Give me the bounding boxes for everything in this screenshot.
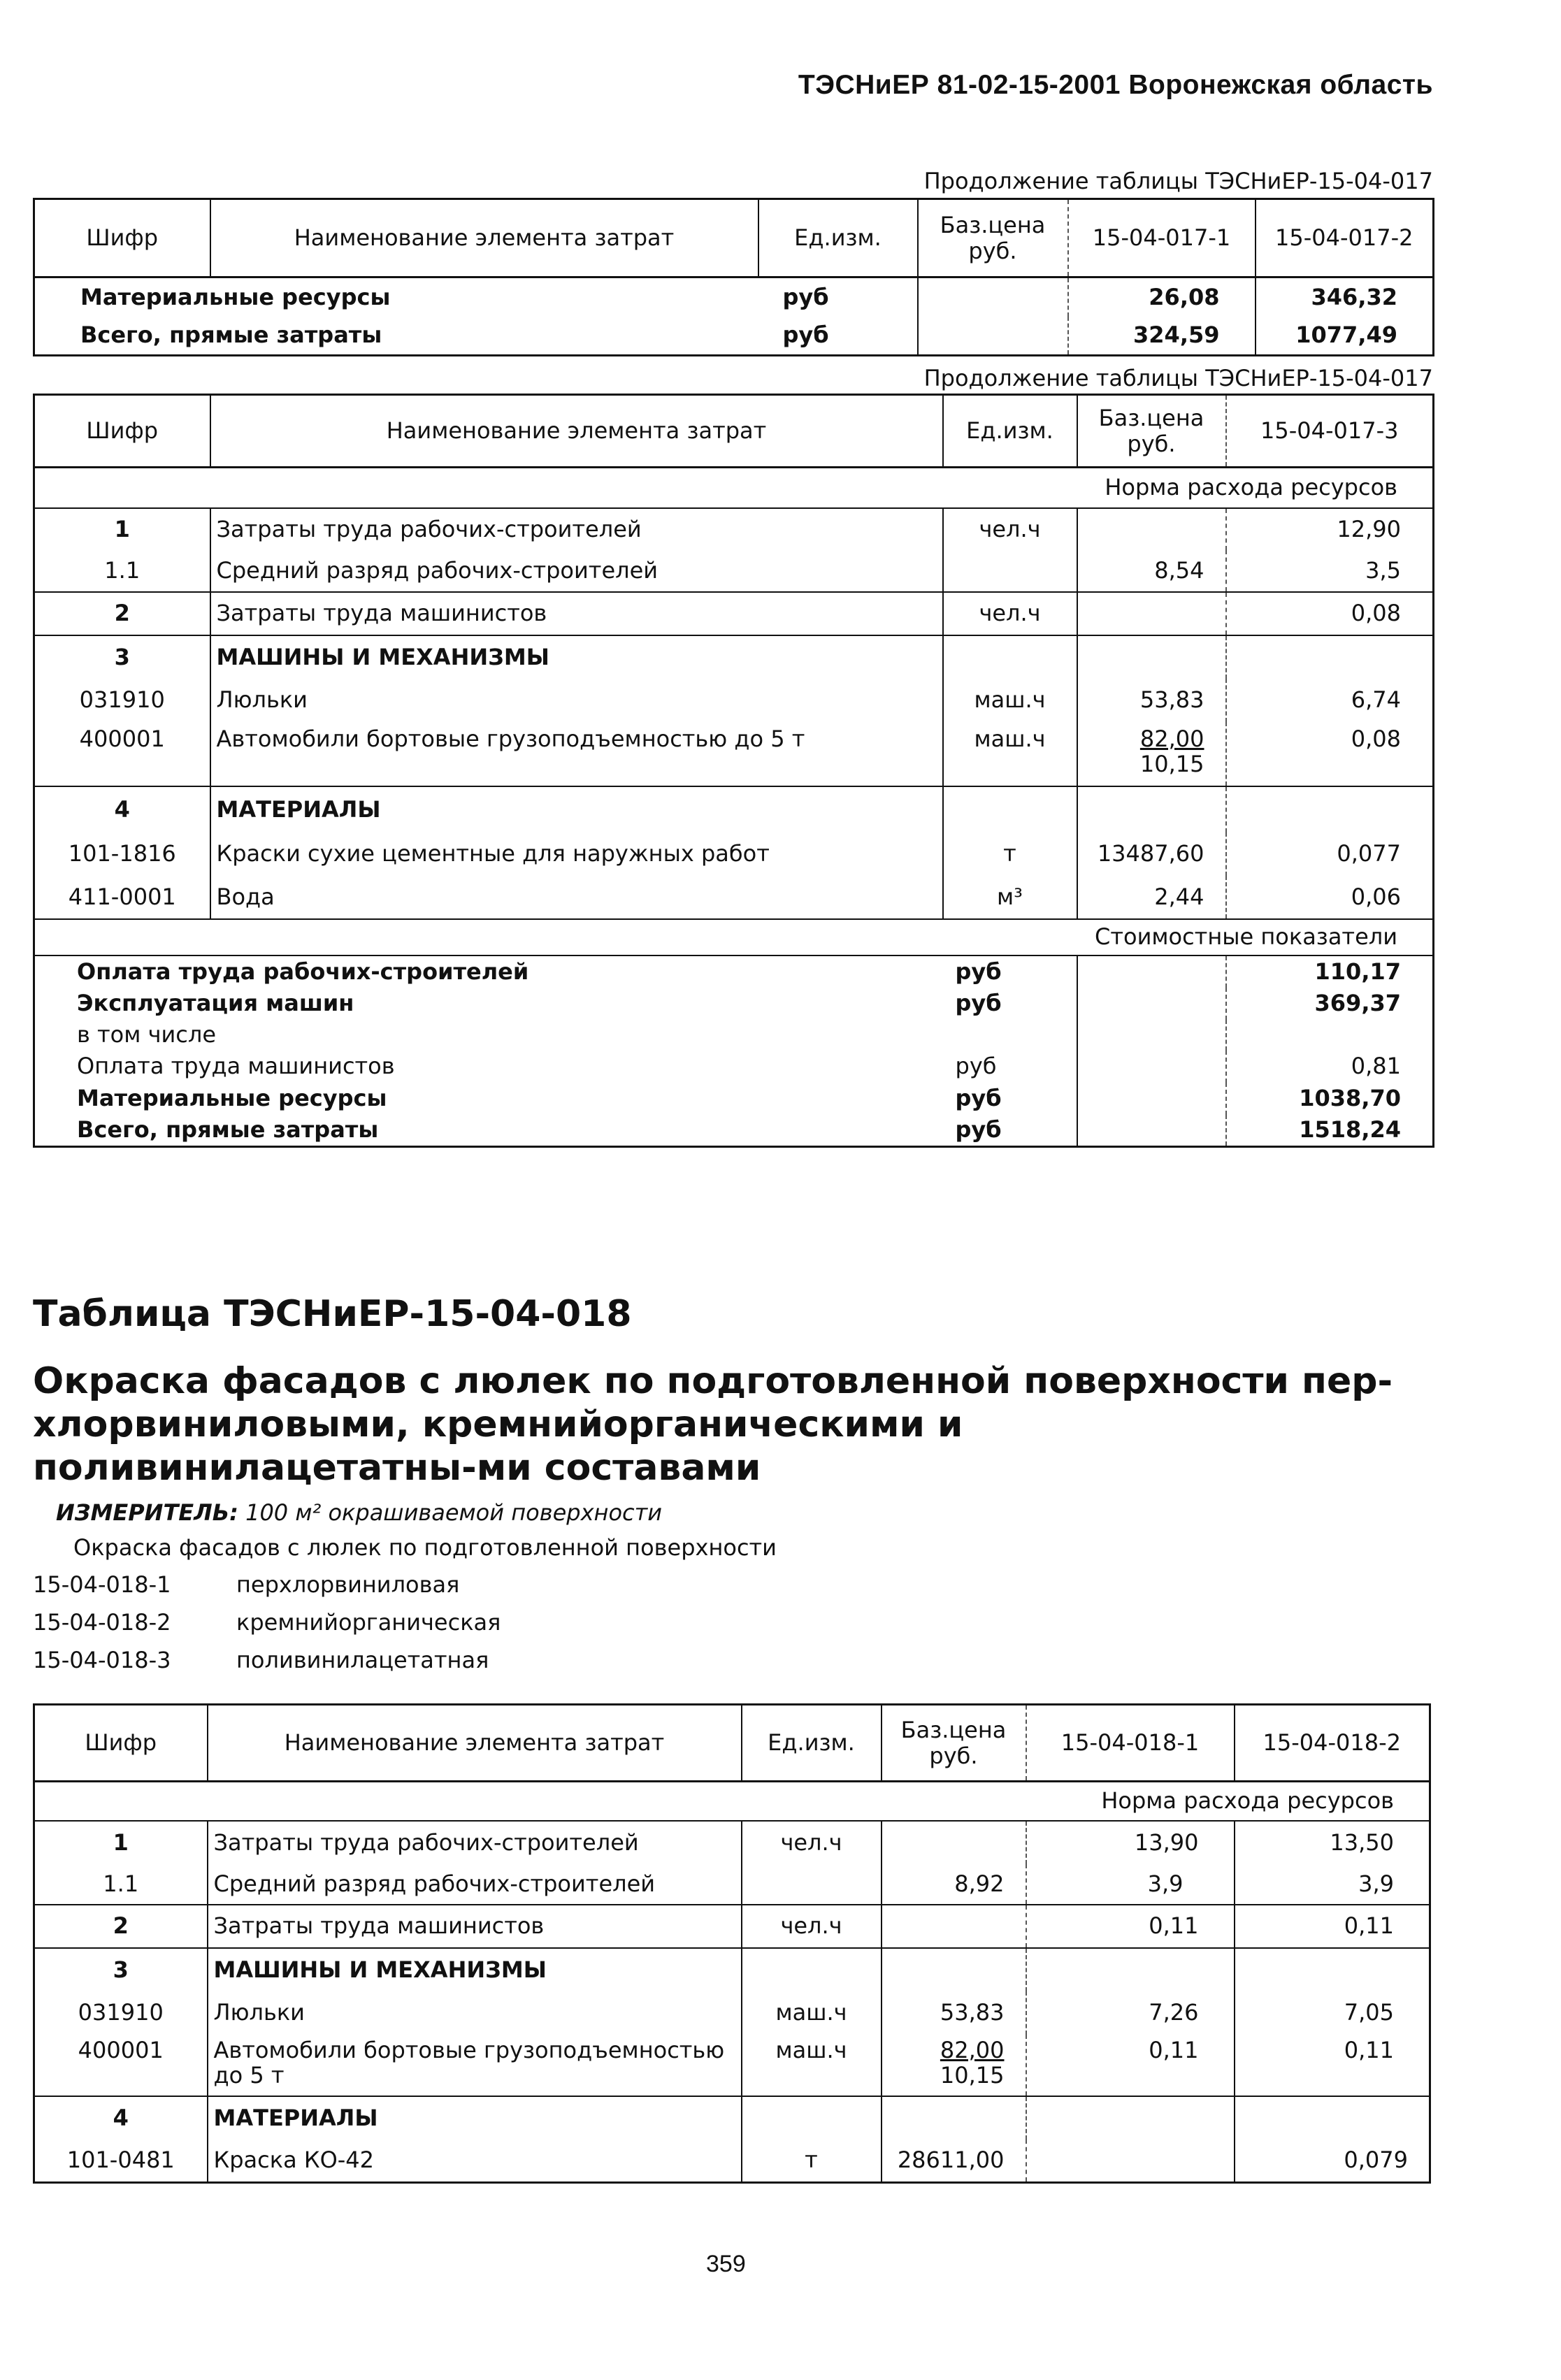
row-price <box>1077 592 1226 635</box>
row-unit <box>943 635 1077 679</box>
row-value <box>1026 1948 1235 1991</box>
item-text: поливинилацетатная <box>236 1647 489 1673</box>
row-value: 7,26 <box>1026 1991 1235 2035</box>
table-row <box>34 1821 1430 1864</box>
row-value <box>1226 635 1434 679</box>
cost-value: 1038,70 <box>1299 1085 1401 1112</box>
cost-row <box>34 1020 1434 1051</box>
row-price: 53,83 <box>1077 679 1226 722</box>
cost-label-row <box>34 919 1434 955</box>
table-b <box>33 394 1434 1148</box>
row-code: 4 <box>34 2096 208 2140</box>
header-cell: Наименование элемента затрат <box>210 395 943 468</box>
item-code: 15-04-018-3 <box>33 1647 171 1673</box>
table-row <box>34 2140 1430 2183</box>
row-code: 411-0001 <box>34 876 210 919</box>
table-a <box>33 198 1434 356</box>
table-row <box>34 1864 1430 1905</box>
table-row <box>34 876 1434 919</box>
table-row <box>34 592 1434 635</box>
row-unit: т <box>943 832 1077 876</box>
row-code: 101-1816 <box>34 832 210 876</box>
row-price <box>1077 722 1226 786</box>
row-unit: маш.ч <box>943 679 1077 722</box>
cost-row <box>34 988 1434 1020</box>
header-cell: 15-04-017-3 <box>1226 395 1434 468</box>
cost-name: Всего, прямые затраты <box>77 1116 379 1144</box>
row-price <box>882 1905 1026 1948</box>
row-code: 3 <box>34 635 210 679</box>
row-value: 13,90 <box>1026 1821 1235 1864</box>
header-cell: Ед.изм. <box>758 199 918 277</box>
row-unit <box>943 550 1077 592</box>
price-numerator: 82,00 <box>1139 725 1204 752</box>
table-a-header-row <box>34 199 1434 277</box>
row-value: 26,08 <box>1068 277 1256 317</box>
row-code: 101-0481 <box>34 2140 208 2183</box>
row-code: 400001 <box>34 2035 208 2096</box>
row-code: 3 <box>34 1948 208 1991</box>
row-name: Автомобили бортовые грузоподъемностью до 5 т <box>210 722 943 786</box>
row-name: Автомобили бортовые грузоподъемностью до 5 т <box>208 2035 742 2096</box>
cost-name: в том числе <box>77 1021 216 1048</box>
row-name: МАШИНЫ И МЕХАНИЗМЫ <box>208 1948 742 1991</box>
row-value: 3,5 <box>1226 550 1434 592</box>
row-code: 1 <box>34 508 210 550</box>
row-name: Затраты труда машинистов <box>208 1905 742 1948</box>
row-name: МАШИНЫ И МЕХАНИЗМЫ <box>210 635 943 679</box>
cost-row <box>34 1115 1434 1147</box>
row-name: МАТЕРИАЛЫ <box>210 786 943 832</box>
cost-value: 110,17 <box>1314 958 1401 985</box>
table-row <box>34 786 1434 832</box>
cost-value <box>1226 1020 1434 1051</box>
row-name: Люльки <box>208 1991 742 2035</box>
header-cell: Наименование элемента затрат <box>208 1705 742 1782</box>
cost-name: Материальные ресурсы <box>77 1085 387 1112</box>
row-name: Краска КО-42 <box>208 2140 742 2183</box>
cost-name: Оплата труда машинистов <box>77 1053 395 1080</box>
header-cell: Ед.изм. <box>742 1705 882 1782</box>
row-name: Затраты труда рабочих-строителей <box>210 508 943 550</box>
table-row <box>34 1905 1430 1948</box>
row-value: 0,08 <box>1226 722 1434 786</box>
row-unit: руб <box>758 277 918 317</box>
header-cell: 15-04-018-2 <box>1235 1705 1430 1782</box>
cost-row <box>34 1051 1434 1083</box>
row-code: 4 <box>34 786 210 832</box>
row-price <box>882 1948 1026 1991</box>
row-unit <box>943 786 1077 832</box>
row-value: 0,077 <box>1337 840 1401 867</box>
row-unit: маш.ч <box>943 722 1077 786</box>
row-name: Всего, прямые затраты <box>80 322 382 349</box>
header-cell: Наименование элемента затрат <box>210 199 758 277</box>
measure-line <box>56 1499 662 1526</box>
cost-row <box>34 955 1434 988</box>
row-unit <box>742 1864 882 1905</box>
table-row <box>34 1948 1430 1991</box>
row-name: Люльки <box>210 679 943 722</box>
table-row <box>34 508 1434 550</box>
cost-row <box>34 1083 1434 1115</box>
row-unit: маш.ч <box>742 2035 882 2096</box>
row-value <box>1235 1948 1430 1991</box>
row-price: 53,83 <box>882 1991 1026 2035</box>
norm-label-row <box>34 1782 1430 1821</box>
row-value: 0,06 <box>1226 876 1434 919</box>
cost-value: 1518,24 <box>1299 1116 1401 1144</box>
item-code: 15-04-018-2 <box>33 1609 171 1636</box>
header-cell: Баз.цена руб. <box>1077 395 1226 468</box>
row-code: 400001 <box>34 722 210 786</box>
row-value: 7,05 <box>1344 1999 1394 2026</box>
row-unit: чел.ч <box>943 508 1077 550</box>
cost-unit: руб <box>943 1083 1077 1115</box>
row-code: 2 <box>34 592 210 635</box>
section-heading: Окраска фасадов с люлек по подготовленной поверхности пер-хлорвиниловыми, кремнийорганическими и поливинилацетатны-ми составами <box>33 1360 1393 1489</box>
cost-unit: руб <box>943 955 1077 988</box>
table-row <box>34 550 1434 592</box>
table-row <box>34 277 1434 317</box>
header-cell: Баз.цена руб. <box>918 199 1068 277</box>
row-unit: чел.ч <box>742 1905 882 1948</box>
header-cell: Шифр <box>34 199 210 277</box>
cost-name: Оплата труда рабочих-строителей <box>77 958 529 985</box>
measure-label: ИЗМЕРИТЕЛЬ: <box>56 1499 238 1526</box>
row-code: 1.1 <box>34 1864 208 1905</box>
row-name: Материальные ресурсы <box>80 283 391 310</box>
price-denominator: 10,15 <box>940 2062 1005 2089</box>
row-price: 8,92 <box>882 1864 1026 1905</box>
row-price <box>882 2096 1026 2140</box>
cost-label: Стоимостные показатели <box>34 919 1434 955</box>
item-code: 15-04-018-1 <box>33 1571 171 1598</box>
row-value <box>1026 2140 1235 2183</box>
header-cell: Ед.изм. <box>943 395 1077 468</box>
row-price <box>882 2035 1026 2096</box>
row-value: 13,50 <box>1330 1829 1394 1856</box>
row-code: 1.1 <box>34 550 210 592</box>
row-value: 324,59 <box>1068 317 1256 356</box>
norm-label-row <box>34 468 1434 508</box>
running-header: ТЭСНиЕР 81-02-15-2001 Воронежская область <box>798 70 1433 100</box>
table-row <box>34 2096 1430 2140</box>
row-value <box>1235 2096 1430 2140</box>
price-denominator: 10,15 <box>1139 751 1204 778</box>
row-value: 346,32 <box>1311 283 1397 310</box>
row-price: 2,44 <box>1077 876 1226 919</box>
row-price <box>1077 508 1226 550</box>
row-value: 0,08 <box>1226 592 1434 635</box>
row-value: 1077,49 <box>1295 322 1397 349</box>
header-cell: Шифр <box>34 1705 208 1782</box>
row-price <box>1077 635 1226 679</box>
row-value <box>1226 786 1434 832</box>
table-row <box>34 679 1434 722</box>
row-value: 3,9 <box>1235 1864 1430 1905</box>
row-value: 0,079 <box>1344 2147 1408 2174</box>
table-c-header-row <box>34 1705 1430 1782</box>
row-value: 0,11 <box>1026 1905 1235 1948</box>
norm-label: Норма расхода ресурсов <box>34 1782 1430 1821</box>
table-b-continuation: Продолжение таблицы ТЭСНиЕР-15-04-017 <box>923 365 1433 391</box>
item-text: кремнийорганическая <box>236 1609 501 1636</box>
cost-value: 369,37 <box>1314 990 1401 1017</box>
table-row <box>34 832 1434 876</box>
table-b-header-row <box>34 395 1434 468</box>
row-value: 0,11 <box>1026 2035 1235 2096</box>
row-price: 28611,00 <box>882 2140 1026 2183</box>
row-name: Затраты труда рабочих-строителей <box>208 1821 742 1864</box>
row-value: 3,9 <box>1026 1864 1235 1905</box>
row-unit: маш.ч <box>742 1991 882 2035</box>
row-value: 12,90 <box>1337 515 1401 542</box>
table-a-continuation: Продолжение таблицы ТЭСНиЕР-15-04-017 <box>923 168 1433 194</box>
cost-name: Эксплуатация машин <box>77 990 354 1017</box>
row-name: Затраты труда машинистов <box>210 592 943 635</box>
row-name: Средний разряд рабочих-строителей <box>208 1864 742 1905</box>
row-value <box>1026 2096 1235 2140</box>
header-cell: 15-04-017-2 <box>1256 199 1434 277</box>
row-name: Вода <box>210 876 943 919</box>
cost-unit: руб <box>943 988 1077 1020</box>
row-unit: чел.ч <box>742 1821 882 1864</box>
row-code: 031910 <box>34 679 210 722</box>
row-name: МАТЕРИАЛЫ <box>208 2096 742 2140</box>
table-title: Таблица ТЭСНиЕР-15-04-018 <box>33 1293 632 1335</box>
row-code: 1 <box>34 1821 208 1864</box>
item-text: перхлорвиниловая <box>236 1571 460 1598</box>
row-value: 0,11 <box>1235 2035 1430 2096</box>
row-name: Краски сухие цементные для наружных работ <box>210 832 943 876</box>
norm-label: Норма расхода ресурсов <box>34 468 1434 508</box>
header-cell: Баз.цена руб. <box>882 1705 1026 1782</box>
row-price <box>1077 786 1226 832</box>
header-cell: 15-04-018-1 <box>1026 1705 1235 1782</box>
row-code: 031910 <box>34 1991 208 2035</box>
section-description: Окраска фасадов с люлек по подготовленной поверхности <box>73 1534 777 1561</box>
row-unit: т <box>742 2140 882 2183</box>
header-cell: 15-04-017-1 <box>1068 199 1256 277</box>
row-price: 8,54 <box>1077 550 1226 592</box>
table-row <box>34 635 1434 679</box>
cost-unit <box>943 1020 1077 1051</box>
header-cell: Шифр <box>34 395 210 468</box>
row-price: 13487,60 <box>1077 832 1226 876</box>
row-unit <box>742 1948 882 1991</box>
cost-unit: руб <box>943 1115 1077 1147</box>
row-value: 6,74 <box>1351 686 1401 714</box>
table-row <box>34 317 1434 356</box>
table-row <box>34 1991 1430 2035</box>
row-price <box>882 1821 1026 1864</box>
measure-value: 100 м² окрашиваемой поверхности <box>245 1499 663 1526</box>
row-unit: чел.ч <box>943 592 1077 635</box>
table-c <box>33 1703 1431 2184</box>
row-unit: руб <box>758 317 918 356</box>
table-row <box>34 722 1434 786</box>
page-number: 359 <box>706 2251 746 2277</box>
cost-unit: руб <box>943 1051 1077 1083</box>
cost-value: 0,81 <box>1351 1053 1401 1080</box>
table-row <box>34 2035 1430 2096</box>
row-unit <box>742 2096 882 2140</box>
row-value: 0,11 <box>1235 1905 1430 1948</box>
row-unit: м³ <box>943 876 1077 919</box>
row-code: 2 <box>34 1905 208 1948</box>
row-name: Средний разряд рабочих-строителей <box>210 550 943 592</box>
price-numerator: 82,00 <box>940 2036 1005 2063</box>
